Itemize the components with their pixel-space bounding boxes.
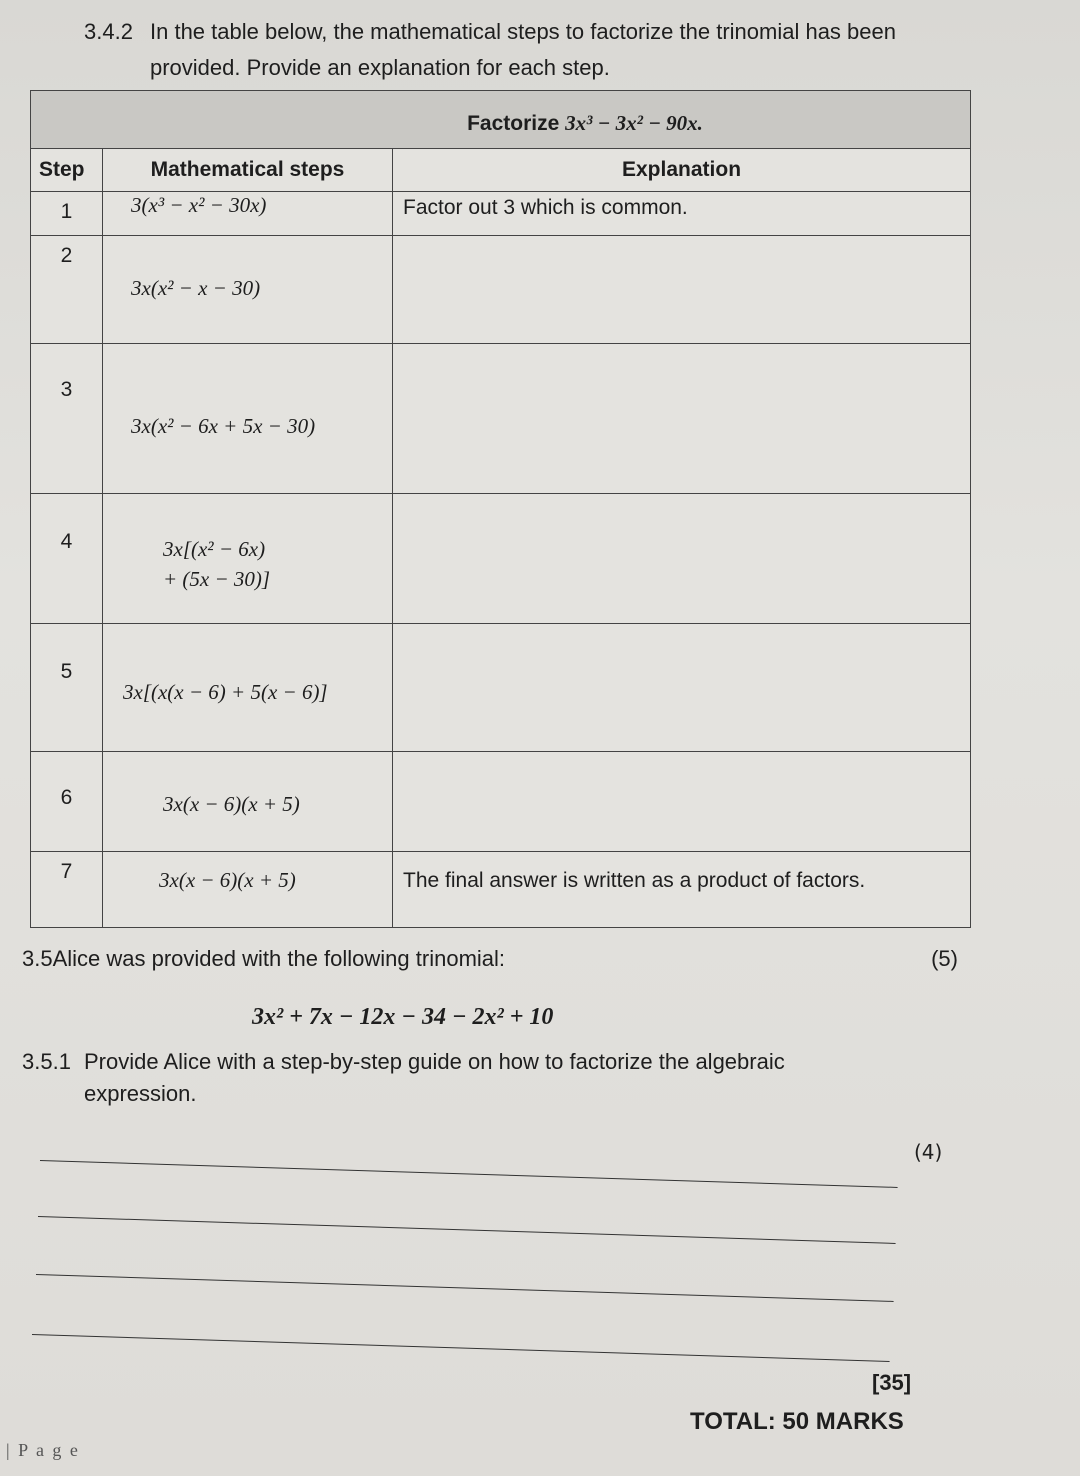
table-row	[31, 494, 971, 624]
question-3-5-1	[22, 1046, 902, 1110]
question-3-5-text: 3.5Alice was provided with the following trinomial:	[22, 946, 506, 971]
math-step	[103, 494, 393, 624]
table-title-expression: 3x³ − 3x² − 90x.	[565, 110, 703, 135]
total-marks: TOTAL: 50 MARKS	[690, 1408, 904, 1435]
explanation-cell[interactable]	[393, 752, 971, 852]
explanation-cell[interactable]	[393, 236, 971, 344]
table-row	[31, 236, 971, 344]
factorization-table	[30, 90, 971, 928]
table-row	[31, 344, 971, 494]
step-number: 5	[31, 624, 103, 752]
explanation-cell[interactable]: Factor out 3 which is common.	[393, 192, 971, 236]
header-mathematical-steps: Mathematical steps	[103, 149, 393, 192]
question-text-line2: expression.	[84, 1081, 197, 1106]
explanation-cell[interactable]	[393, 624, 971, 752]
table-row	[31, 624, 971, 752]
header-explanation: Explanation	[393, 149, 971, 192]
question-text-line2: provided. Provide an explanation for each step.	[150, 55, 610, 80]
math-step: 3(x³ − x² − 30x)	[103, 192, 393, 236]
step-number: 4	[31, 494, 103, 624]
step-number: 6	[31, 752, 103, 852]
math-step-line1: 3x[(x² − 6x)	[163, 537, 266, 561]
question-3-5	[22, 946, 962, 972]
answer-line[interactable]	[32, 1334, 890, 1362]
question-number: 3.4.2	[84, 19, 133, 44]
math-step: 3x(x − 6)(x + 5)	[103, 752, 393, 852]
step-number: 2	[31, 236, 103, 344]
step-number: 3	[31, 344, 103, 494]
explanation-cell: The final answer is written as a product of factors.	[393, 852, 971, 928]
section-total: [35]	[872, 1370, 912, 1395]
question-3-5-marks: (5)	[931, 946, 958, 971]
step-number: 7	[31, 852, 103, 928]
table-row	[31, 192, 971, 236]
answer-line[interactable]	[40, 1160, 898, 1188]
math-step: 3x(x − 6)(x + 5)	[103, 852, 393, 928]
table-title	[31, 91, 971, 149]
explanation-cell[interactable]	[393, 344, 971, 494]
step-number: 1	[31, 192, 103, 236]
math-step: 3x(x² − x − 30)	[103, 236, 393, 344]
math-step-line2: + (5x − 30)]	[163, 567, 271, 591]
explanation-cell[interactable]	[393, 494, 971, 624]
table-row	[31, 852, 971, 928]
page-label: | P a g e	[6, 1440, 80, 1460]
answer-line[interactable]	[36, 1274, 894, 1302]
table-title-label: Factorize	[467, 111, 560, 135]
header-step: Step	[31, 149, 103, 192]
math-step: 3x(x² − 6x + 5x − 30)	[103, 344, 393, 494]
question-3-5-1-marks: (4)	[914, 1140, 943, 1164]
math-step: 3x[(x(x − 6) + 5(x − 6)]	[103, 624, 393, 752]
question-3-4-2	[84, 14, 984, 86]
answer-line[interactable]	[38, 1216, 896, 1244]
trinomial-expression: 3x² + 7x − 12x − 34 − 2x² + 10	[252, 1004, 554, 1030]
question-number: 3.5.1	[22, 1049, 71, 1074]
question-text-line1: Provide Alice with a step-by-step guide on how to factorize the algebraic	[84, 1049, 785, 1074]
table-row	[31, 752, 971, 852]
question-text-line1: In the table below, the mathematical steps to factorize the trinomial has been	[150, 19, 896, 44]
